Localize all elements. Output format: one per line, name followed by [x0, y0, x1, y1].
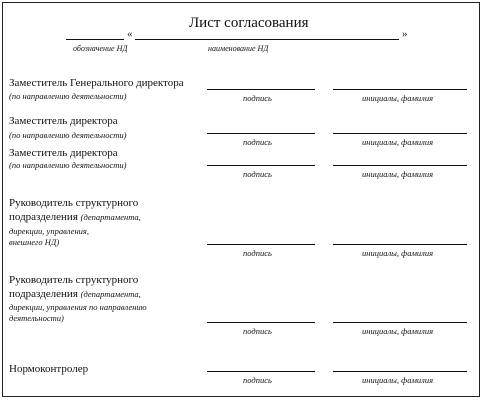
role-title: Руководитель структурного — [9, 197, 139, 209]
role-title-line2 — [9, 288, 141, 300]
role-note: (по направлению деятельности) — [9, 160, 127, 170]
signature-caption: подпись — [243, 248, 272, 258]
role-title-part: подразделения — [9, 288, 78, 300]
role-title: Заместитель директора — [9, 147, 118, 159]
signature-line — [207, 89, 315, 90]
initials-caption: инициалы, фамилия — [362, 93, 434, 103]
role-note: дирекции, управления по направлению — [9, 302, 147, 312]
signature-caption: подпись — [243, 93, 272, 103]
role-title-part: подразделения — [9, 211, 78, 223]
signature-line — [207, 371, 315, 372]
name-line — [135, 39, 399, 40]
role-note: деятельности) — [9, 313, 64, 323]
initials-caption: инициалы, фамилия — [362, 137, 434, 147]
initials-caption: инициалы, фамилия — [362, 375, 434, 385]
approval-sheet — [2, 2, 480, 397]
signature-line — [207, 244, 315, 245]
initials-line — [333, 371, 467, 372]
signature-line — [207, 322, 315, 323]
initials-caption: инициалы, фамилия — [362, 169, 434, 179]
role-title: Заместитель директора — [9, 115, 118, 127]
initials-line — [333, 322, 467, 323]
signature-line — [207, 133, 315, 134]
role-title: Нормоконтролер — [9, 363, 89, 375]
designation-line — [66, 39, 124, 40]
initials-caption: инициалы, фамилия — [362, 326, 434, 336]
designation-caption: обозначение НД — [73, 44, 128, 53]
quote-open: « — [127, 28, 133, 40]
initials-line — [333, 133, 467, 134]
initials-line — [333, 89, 467, 90]
signature-line — [207, 165, 315, 166]
name-caption: наименование НД — [208, 44, 269, 53]
role-note-inline: (департамента, — [80, 289, 141, 299]
signature-caption: подпись — [243, 375, 272, 385]
role-note-inline: (департамента, — [80, 212, 141, 222]
signature-caption: подпись — [243, 137, 272, 147]
role-title: Заместитель Генерального директора — [9, 77, 184, 89]
quote-close: » — [402, 28, 408, 40]
page-title: Лист согласования — [189, 15, 309, 31]
role-note: (по направлению деятельности) — [9, 130, 127, 140]
role-title-line2 — [9, 211, 141, 223]
initials-caption: инициалы, фамилия — [362, 248, 434, 258]
role-note: дирекции, управления, — [9, 226, 89, 236]
role-title: Руководитель структурного — [9, 274, 139, 286]
initials-line — [333, 165, 467, 166]
signature-caption: подпись — [243, 169, 272, 179]
signature-caption: подпись — [243, 326, 272, 336]
role-note: внешнего НД) — [9, 237, 60, 247]
role-note: (по направлению деятельности) — [9, 91, 127, 101]
initials-line — [333, 244, 467, 245]
